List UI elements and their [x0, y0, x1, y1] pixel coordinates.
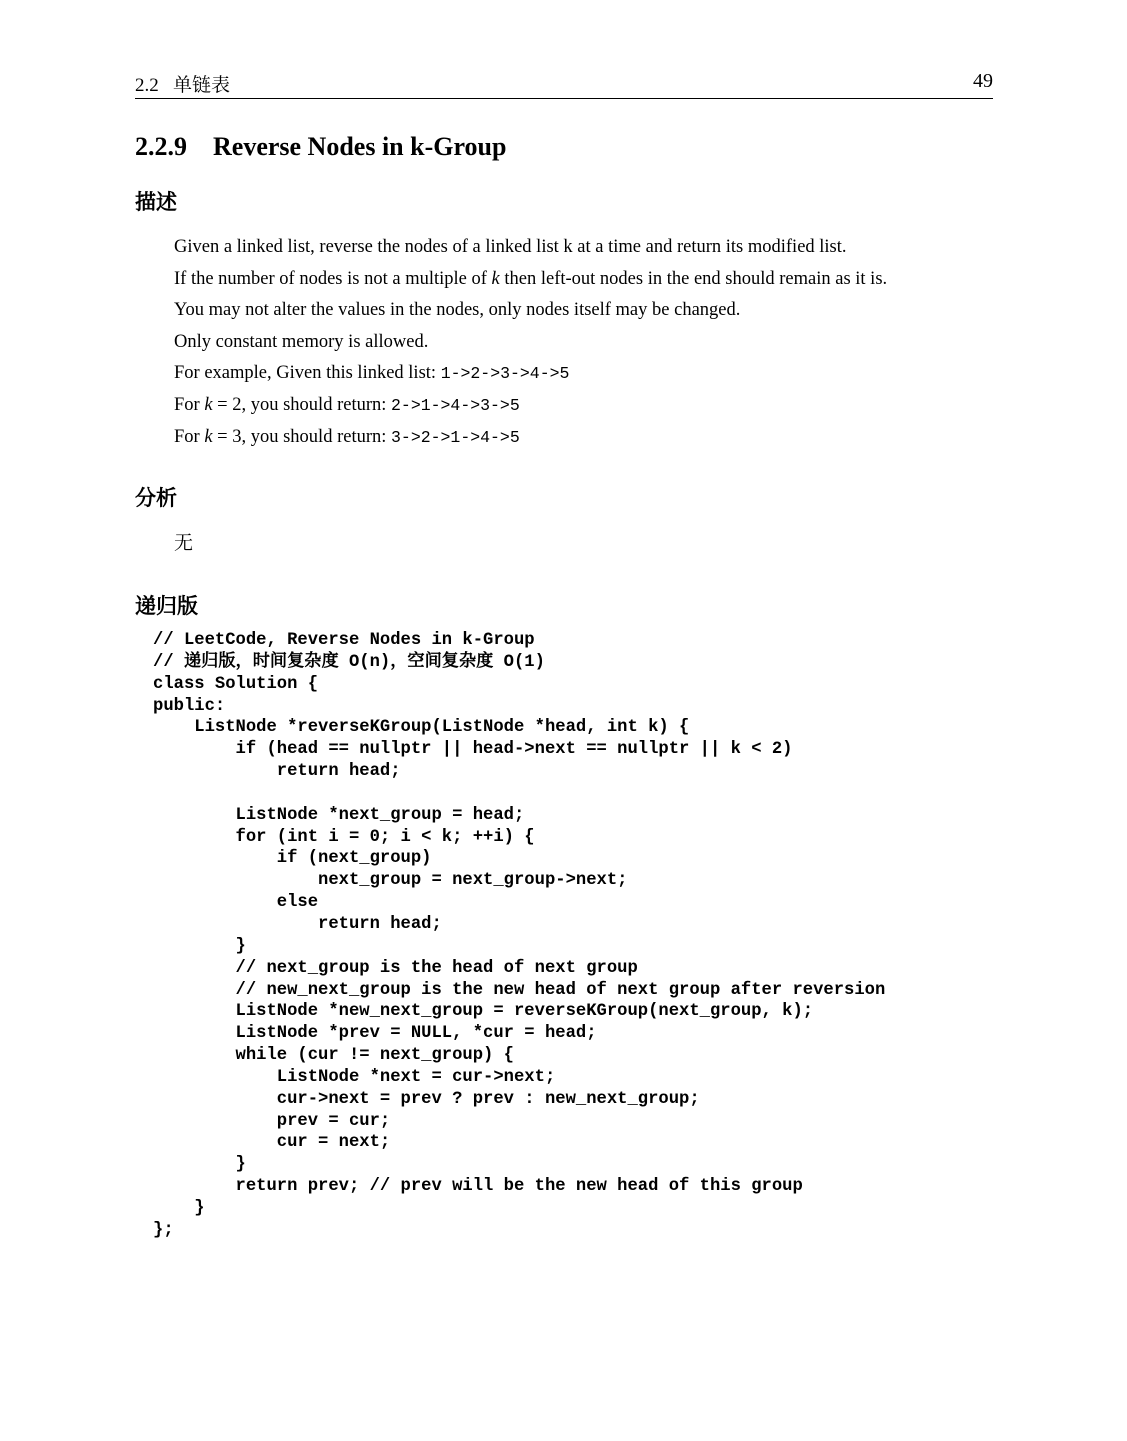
code-line: ListNode *next_group = head;: [153, 805, 525, 825]
code-line: if (next_group): [153, 849, 432, 869]
description-text: Given a linked list, reverse the nodes of a linked list k at a time and return its modified list.: [174, 237, 847, 257]
code-line: ListNode *new_next_group = reverseKGroup(next_group, k);: [153, 1002, 814, 1022]
description-text: Only constant memory is allowed.: [174, 331, 429, 352]
section-title: 2.2.9 Reverse Nodes in k-Group: [135, 132, 507, 161]
description-line: [174, 390, 974, 422]
description-line: [174, 327, 974, 359]
description-text: For example, Given this linked list:: [174, 363, 441, 384]
description-text: = 3, you should return:: [212, 426, 392, 447]
description-text: For: [174, 426, 205, 447]
analysis-heading: 分析: [135, 486, 177, 510]
inline-code: 3->2->1->4->5: [391, 427, 520, 447]
code-line: else: [153, 893, 319, 913]
code-line: }: [153, 1198, 205, 1218]
description-text: If the number of nodes is not a multiple of: [174, 268, 492, 289]
code-block: [153, 630, 885, 1242]
code-line: ListNode *prev = NULL, *cur = head;: [153, 1024, 597, 1044]
analysis-text: 无: [174, 532, 194, 554]
code-line: for (int i = 0; i < k; ++i) {: [153, 827, 535, 847]
page-number: 49: [973, 70, 993, 92]
description-text: You may not alter the values in the nodes, only nodes itself may be changed.: [174, 300, 741, 321]
description-text: then left-out nodes in the end should remain as it is.: [499, 268, 888, 289]
math-variable: k: [204, 394, 213, 415]
code-line: ListNode *reverseKGroup(ListNode *head, int k) {: [153, 718, 690, 738]
code-line: next_group = next_group->next;: [153, 871, 628, 891]
code-line: return head;: [153, 914, 442, 934]
description-line: [174, 264, 974, 296]
description-line: [174, 295, 974, 327]
code-line: cur = next;: [153, 1133, 391, 1153]
code-line: prev = cur;: [153, 1111, 391, 1131]
code-line: cur->next = prev ? prev : new_next_group;: [153, 1089, 700, 1109]
code-line: if (head == nullptr || head->next == nullptr || k < 2): [153, 740, 793, 760]
inline-code: 1->2->3->4->5: [440, 364, 570, 384]
math-variable: k: [204, 426, 213, 447]
description-heading: 描述: [135, 190, 177, 214]
running-header-section: 2.2 单链表: [135, 75, 231, 96]
code-line: return prev; // prev will be the new head of this group: [153, 1177, 803, 1197]
description-line: [174, 232, 974, 264]
description-line: [174, 358, 974, 390]
code-line: // next_group is the head of next group: [153, 958, 638, 978]
code-line: [153, 783, 885, 805]
code-line: };: [153, 1220, 174, 1240]
code-line: // 递归版，时间复杂度 O(n)，空间复杂度 O(1): [153, 652, 545, 672]
inline-code: 2->1->4->3->5: [391, 395, 520, 415]
description-text: = 2, you should return:: [212, 394, 392, 415]
description-line: [174, 422, 974, 454]
code-line: // new_next_group is the new head of next group after reversion: [153, 980, 886, 1000]
math-variable: k: [491, 268, 500, 289]
description-body: [174, 232, 974, 453]
code-line: class Solution {: [153, 674, 319, 694]
description-text: For: [174, 394, 205, 415]
code-line: return head;: [153, 762, 401, 782]
code-line: ListNode *next = cur->next;: [153, 1067, 556, 1087]
code-line: // LeetCode, Reverse Nodes in k-Group: [153, 631, 535, 650]
code-line: }: [153, 936, 246, 956]
code-line: }: [153, 1155, 246, 1175]
code-line: while (cur != next_group) {: [153, 1046, 514, 1066]
recursive-heading: 递归版: [135, 594, 198, 618]
code-line: public:: [153, 696, 226, 716]
running-header: [135, 68, 993, 99]
